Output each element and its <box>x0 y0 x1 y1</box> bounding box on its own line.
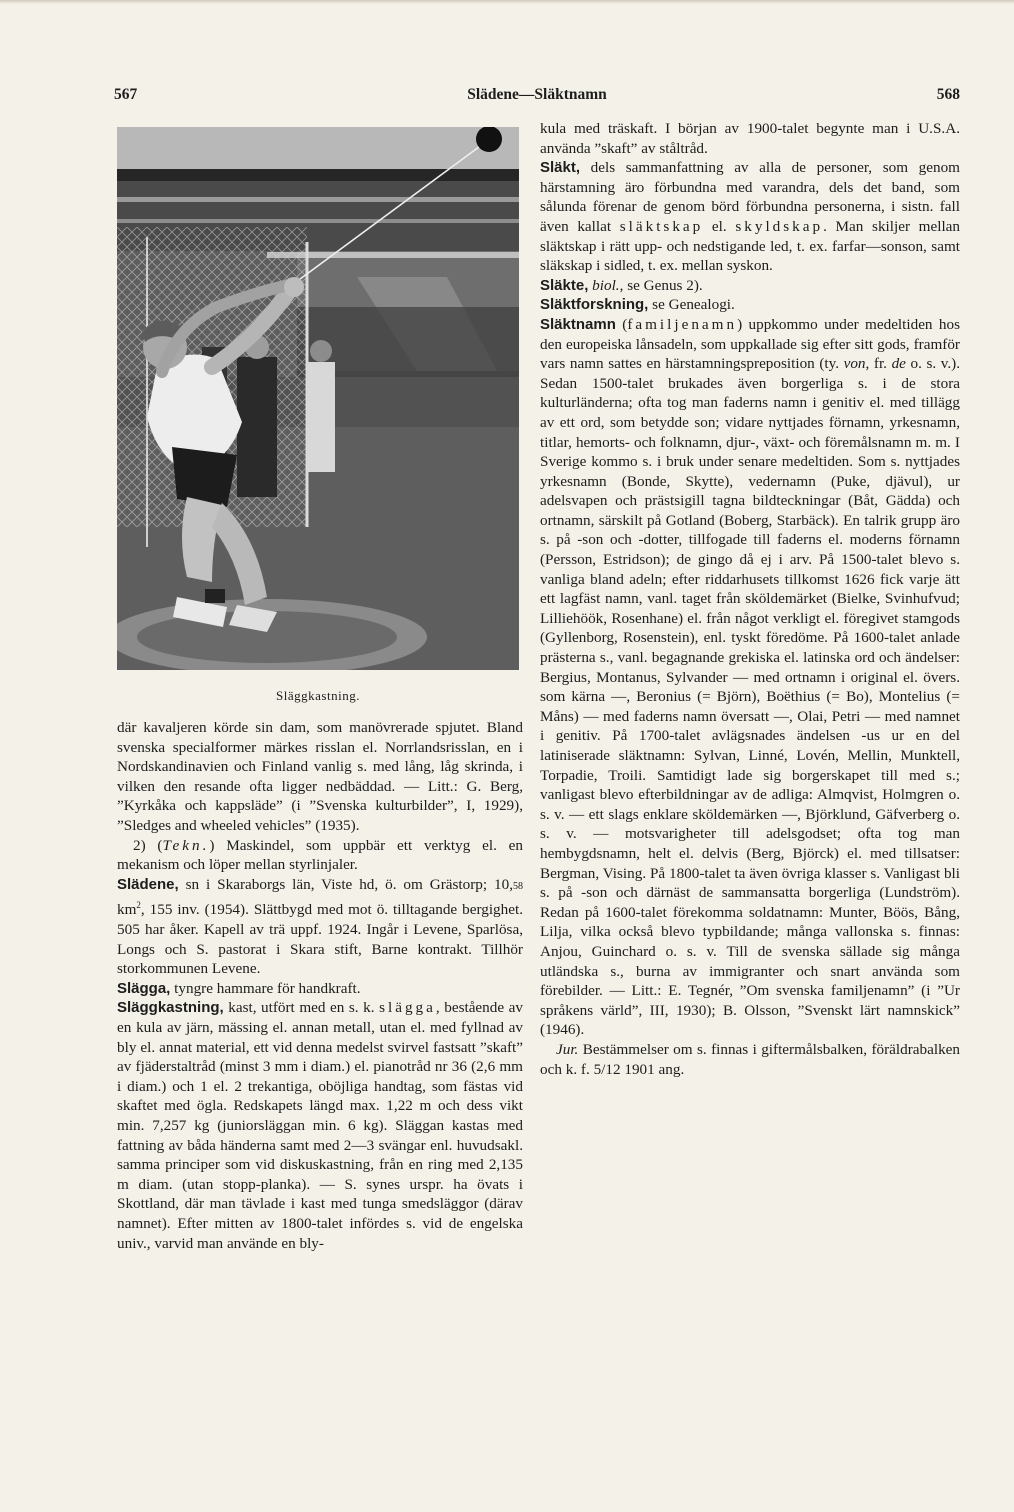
headword-slagga: Slägga, <box>117 979 171 997</box>
entry-slakt: Släkt, dels sammanfattning av alla de personer, som genom härstamning äro förbundna med varandra, dels det band, som sålunda förenar de genom börd förbundna personerna, i sistn. fall även kallat släktskap el. skyldskap. Man skiljer mellan släktskap i rätt upp- och nedstigande led, t. ex. farfar—sonson, samt släkskap i sidled, t. ex. mellan syskon. <box>540 159 960 275</box>
sledge-continuation-paragraph: där kavaljeren körde sin dam, som manövrerade spjutet. Bland svenska specialformer märkes risslan el. Norrlandsrisslan, en i Nordskandinavien och Finland vanlig s. med lång, låg skrinda, i vilken den resande ofta ligger nedbäddad. — Litt.: G. Berg, ”Kyrkåka och kappsläde” (i ”Svenska kulturbilder”, I, 1929), ”Sledges and wheeled vehicles” (1935). <box>117 719 523 834</box>
page-number-left: 567 <box>114 86 138 103</box>
entry-sladene: Slädene, sn i Skaraborgs län, Viste hd, ö. om Grästorp; 10,58 $km^2$, 155 inv. (1954). Slättbygd med mot ö. tilltagande bergighet. 505 har åker. Kapell av trä uppf. 1924. Ingår i Levene, Sparlösa, Longs och S. pastorat i Skara stift, Barne kontrakt. Tillhör storkommunen Levene. <box>117 875 523 978</box>
entry-slaktforskning: Släktforskning, se Genealogi. <box>540 296 735 314</box>
headword-slakt: Släkt, <box>540 159 581 177</box>
headword-slaktnamn: Släktnamn <box>540 315 616 333</box>
headword-sladene: Slädene, <box>117 875 179 893</box>
sledge-tech-paragraph: 2) (Tekn.) Maskindel, som uppbär ett verktyg el. en mekanism och löper mellan styrlinjaler. <box>117 836 523 874</box>
hammer-throw-photo <box>117 127 519 670</box>
page-number-right: 568 <box>936 86 960 103</box>
slaktnamn-jur-paragraph: Jur. Bestämmelser om s. finnas i giftermålsbalken, föräldrabalken och k. f. 5/12 1901 ang. <box>540 1040 960 1078</box>
page-top-edge <box>0 0 1014 4</box>
entry-slaktnamn: Släktnamn (familjenamn) uppkommo under medeltiden hos den europeiska lånsadeln, som uppkallade sig efter sitt gods, framför vars namn sattes en härstamningspreposition (ty. von, fr. de o. s. v.). Sedan 1500-talet brukades även borgerliga s. i de stora kulturländerna; ofta tog man faderns namn i genitiv el. med tillägg av ett ord, som betydde son; vidare nyttjades förnamn, yrkesnamn, titlar, hemorts- och folknamn, djur-, växt- och föremålsnamn m. m. I Sverige kommo s. i bruk under senare medeltiden. Som s. nyttjades yrkesnamn (Bonde, Skytte), vedernamn (Puke, djävul), ur adelsvapen och prästsigill tagna bildteckningar (Båt, Gädda) och ortnamn, särskilt på Gotland (Boberg, Starbäck). En talrik grupp äro s. på -son och -dotter, tillfogade till faderns el. moderns förnamn (Persson, Estridson); de gingo då ej i arv. På 1500-talet blevo s. vanliga bland adeln; efter riddarhusets tillkomst 1626 fick varje ätt ett lagfäst namn, vanl. taget från sköldemärket (Bielke, Svinhufvud; Lilliehöök, Rosenhane) el. från något verkligt el. föregivet stamgods (Gyllenborg, Rosenstein), enl. tyskt föredöme. På 1600-talet anlade prästerna s., vanl. begagnande grekiska el. latinska ord och ändelser: Bergius, Montanus, Sylvander — med ortnamn i original el. övers. som kärna —, Beronius (= Björn), Boëthius (= Bo), Montelius (= Måns) — med faderns namn översatt —, Olai, Petri — med namnet i genitiv. På 1700-talet avlägsnades ändelsen -us ur en del latiniserade släktnamn: Sylvan, Linné, Lovén, Mellin, Munktell, Torpadie, Troili. Samtidigt lade sig borgerskapet till med s.; vanligast blevo efterbildningar av de adliga: Almqvist, Holmgren o. s. v. — ett slags enklare sköldemärken —, Björklund, Gäfverberg o. s. v. — motsvarigheter till adelsgodset; ofta tog man hembygdsnamn, helt el. delvis (Berg, Björck) el. med tillsatser: Bergman, Vising. På 1800-talet ta även övriga klasser s. Vanligast bli s. på -son och därnäst de sammansatta borgerliga (Lundström). Redan på 1600-talet förekomma soldatnamn: Munter, Böös, Bång, Lilja, vilka också blevo typbildande; många vallonska s. finnas: Anjou, Guinchard o. s. v. Till de svenska sällade sig många utländska s., burna av immigranter och snart använda som förebilder. — Litt.: E. Tegnér, ”Om svenska familjenamn” (i ”Ur språkens värld”, III, 1930); B. Olsson, ”Svenskt lärt namnskick” (1946). <box>540 315 961 1039</box>
headword-slakte: Släkte, <box>540 276 589 294</box>
entry-slakte: Släkte, biol., se Genus 2). <box>540 276 703 294</box>
headword-slaktforskning: Släktforskning, <box>540 296 649 314</box>
headword-slaggkastning: Släggkastning, <box>117 999 224 1017</box>
page-header <box>114 86 960 110</box>
running-title: Slädene—Släktnamn <box>467 86 607 103</box>
entry-slaggkastning: Släggkastning, kast, utfört med en s. k. slägga, bestående av en kula av järn, mässing el. annan metall, utan el. med fyllnad av bly el. annat material, ett vid denna medelst svirvel fastsatt ”skaft” av fjäderstaltråd (minst 3 mm i diam.) el. pianotråd nr 36 (2,6 mm i diam.) och 1 el. 2 trekantiga, oböjliga handtag, som fästas vid skaftet med ögla. Redskapets längd max. 1,22 m och dess vikt min. 7,257 kg (juniorsläggan min. 6 kg). Släggan kastas med fattning av båda händerna samt med 2—3 svängar enl. huvudsakl. samma principer som vid diskuskastning, från en ring med 2,135 m diam. (utan stopp-planka). — S. synes urspr. ha övats i Skottland, där man tävlade i kast med tunga smedsläggor (därav namnet). Efter mitten av 1800-talet infördes s. vid de engelska univ., varvid man använde en bly- <box>117 999 523 1252</box>
slaggkastning-continuation-paragraph: kula med träskaft. I början av 1900-talet begynte man i U.S.A. använda ”skaft” av ståltråd. <box>540 120 960 157</box>
right-text-column <box>540 119 960 1079</box>
entry-slagga: Slägga, tyngre hammare för handkraft. <box>117 979 361 997</box>
left-text-column <box>117 718 523 1253</box>
figure-caption: Släggkastning. <box>276 688 360 703</box>
